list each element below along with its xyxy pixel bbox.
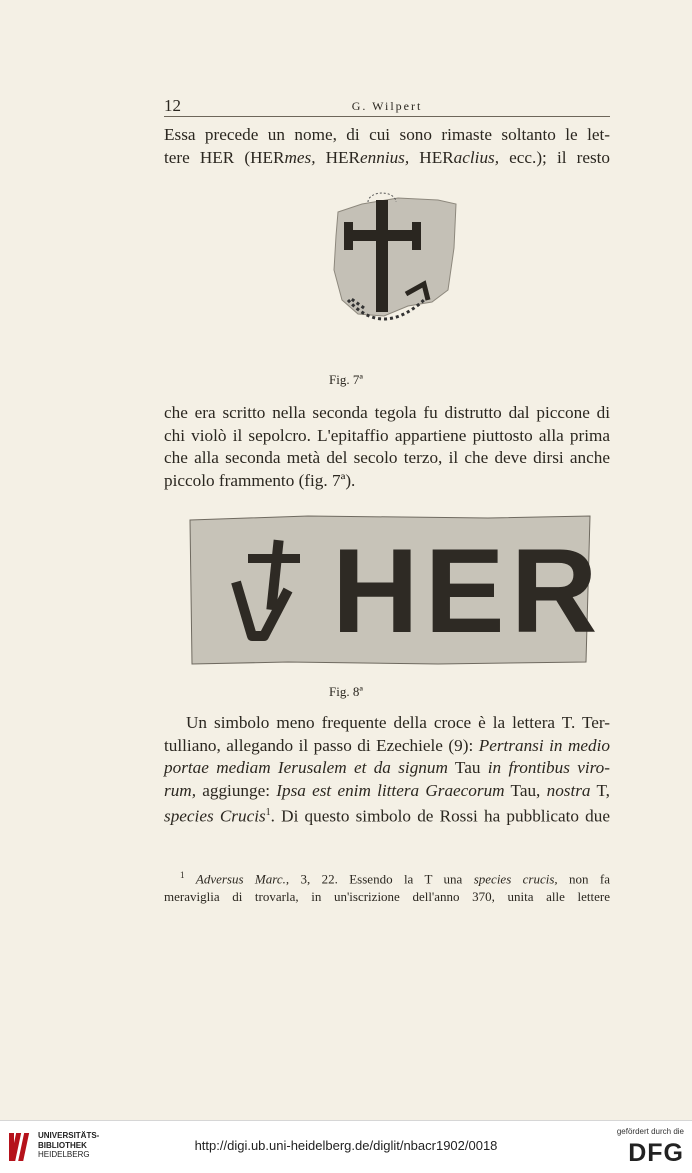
dfg-logo[interactable]: DFG [628,1139,684,1167]
page-header [164,96,610,117]
paragraph-3 [164,712,610,829]
text-line: chi violò il sepolcro. L'epitaffio appartiene piuttosto alla prima [164,425,610,445]
page-url-link[interactable]: http://digi.ub.uni-heidelberg.de/diglit/nbacr1902/0018 [194,1138,498,1153]
figure-7-caption: Fig. 7ª [329,372,363,387]
funding-note: gefördert durch die [616,1127,684,1136]
text-line: piccolo frammento (fig. 7ª). [164,470,356,490]
paragraph-2 [164,402,610,492]
figure-7-tile-fragment [328,190,460,358]
text-line: tulliano, allegando il passo di Ezechiele (9): Pertransi in medio [164,735,610,755]
text-line: portae mediam Ierusalem et da signum Tau in frontibus viro- [164,758,610,778]
viewer-footer [0,1120,692,1173]
running-head: G. Wilpert [351,99,423,113]
page-number: 12 [164,96,181,115]
footnote-marker: 1 [180,870,185,880]
figure-8-inscription [188,512,604,668]
text-line: species Crucis$^1$. Di questo simbolo de Rossi ha pubblicato due [164,807,610,827]
text-line: tere HER (HERmes, HERennius, HERaclius, ecc.); il resto [164,147,611,167]
text-line: rum, aggiunge: Ipsa est enim littera Graecorum Tau, nostra T, [164,780,610,800]
text-line: che alla seconda metà del secolo terzo, il che deve dirsi anche [164,448,610,468]
footnote-ref: 1 [265,807,271,819]
paragraph-1 [164,124,610,169]
text-line: Essa precede un nome, di cui sono rimaste soltanto le let- [164,125,610,144]
footnote-line: $^1$ Adversus Marc., 3, 22. Essendo la T una species crucis, non fa [180,870,611,887]
text-line: che era scritto nella seconda tegola fu distrutto dal piccone di [164,403,610,422]
inscription-text: HER [332,524,604,658]
text-line: Un simbolo meno frequente della croce è la lettera T. Ter- [186,713,610,732]
footnote-line: meraviglia di trovarla, in un'iscrizione dell'anno 370, unita alle lettere [164,889,610,905]
library-name: UNIVERSITÄTS- BIBLIOTHEK HEIDELBERG [38,1131,100,1159]
footnote [164,866,610,906]
figure-8-caption: Fig. 8ª [329,684,363,699]
